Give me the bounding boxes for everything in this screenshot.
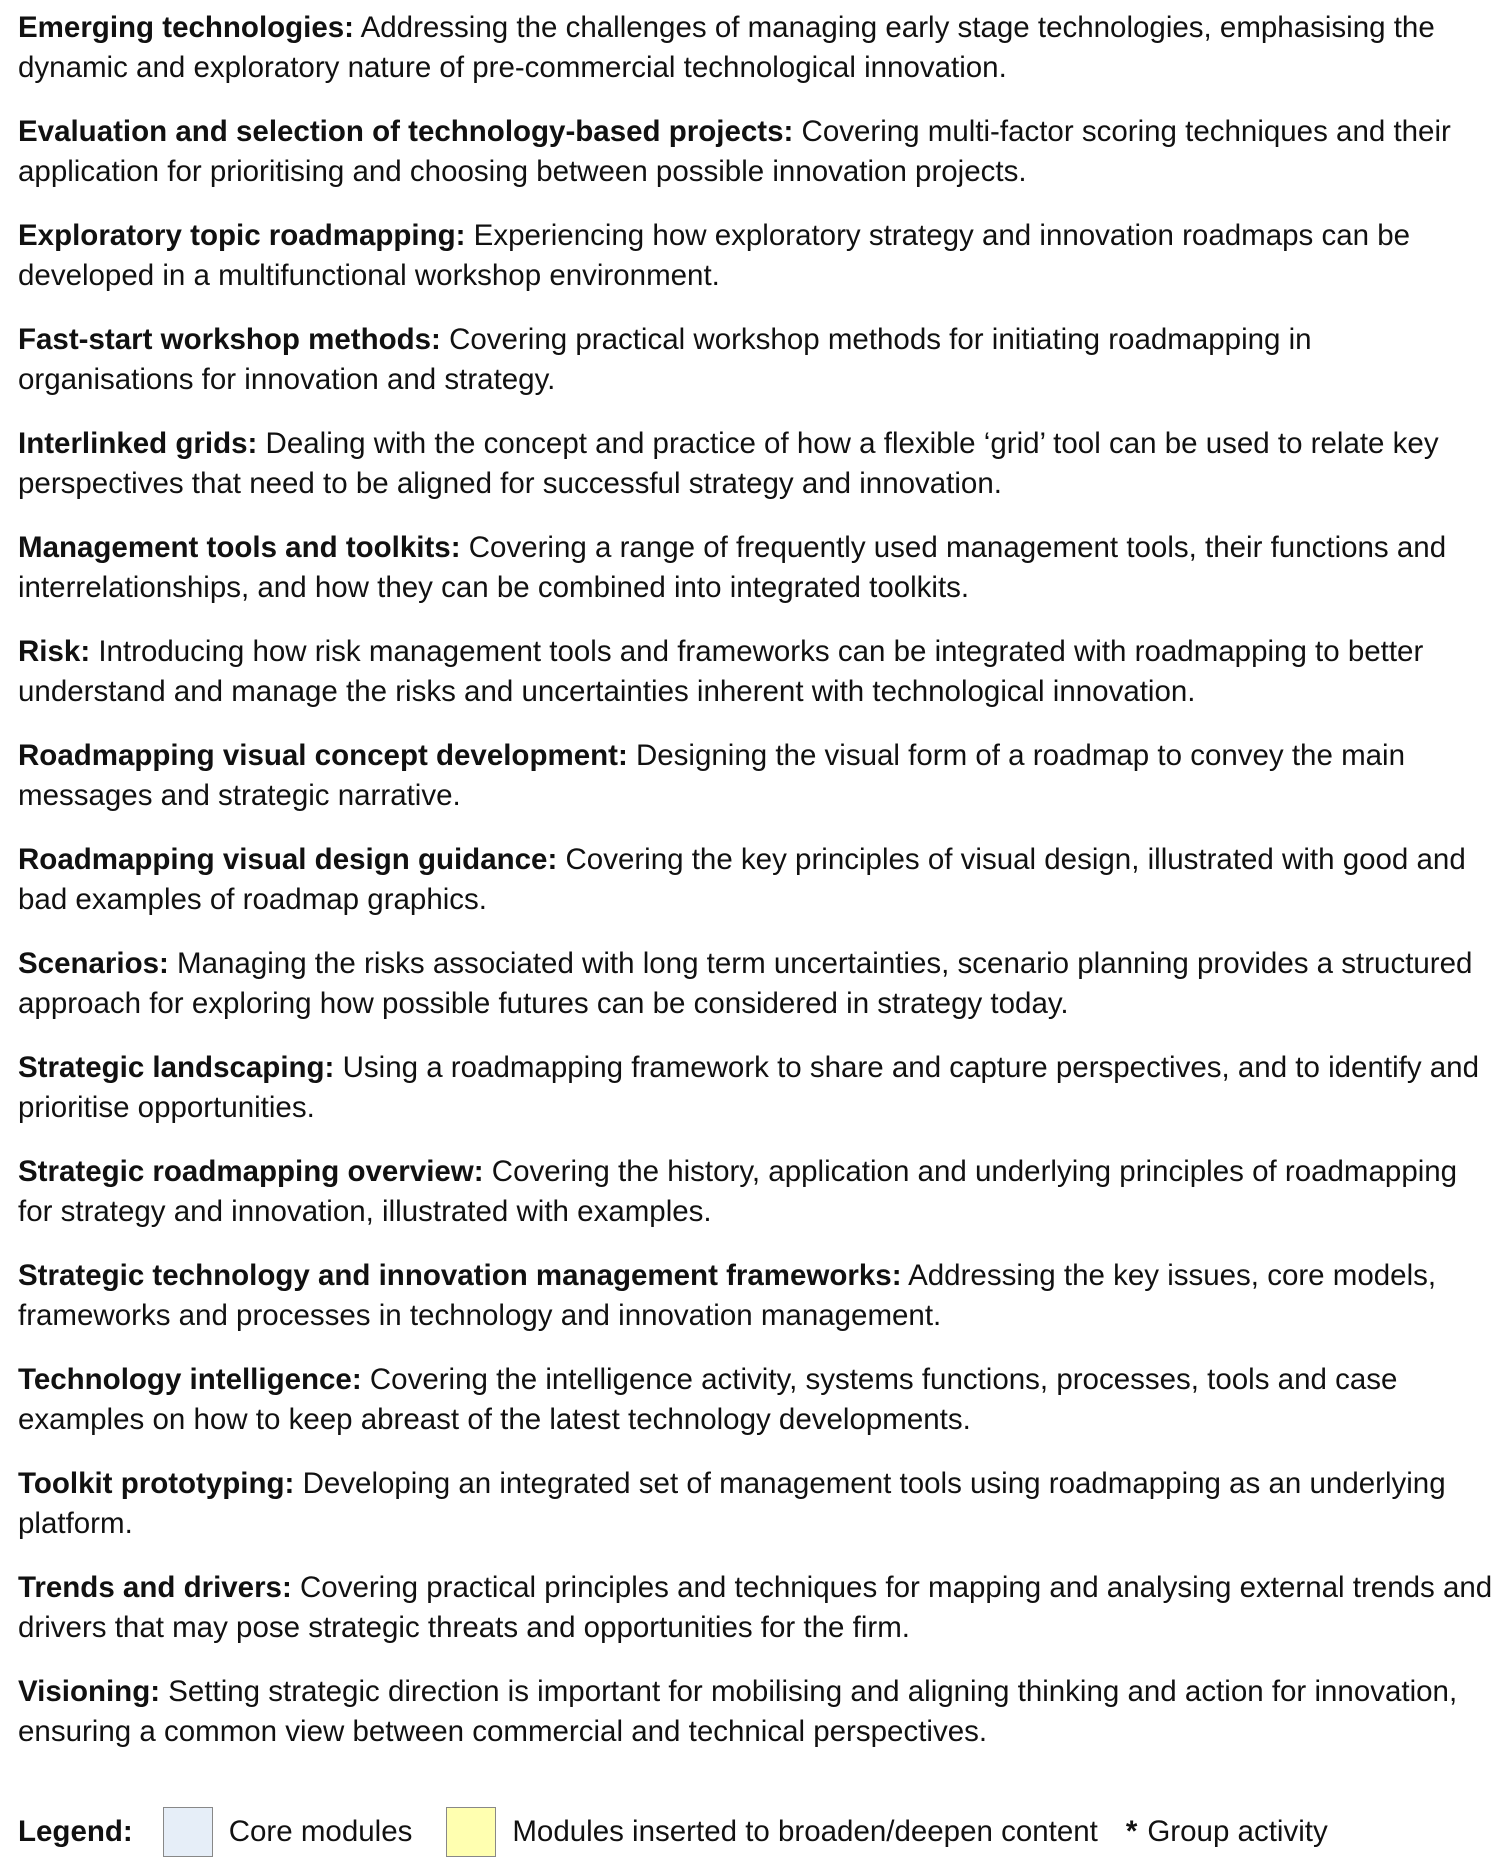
module-description: Addressing the challenges of managing early stage technologies, emphasising the dynamic and exploratory nature of pre-commercial technological innovation. [18,11,1435,84]
module-description: Managing the risks associated with long term uncertainties, scenario planning provides a structured approach for exploring how possible futures can be considered in strategy today. [18,947,1473,1020]
module-entry [18,528,1493,608]
module-list [18,8,1493,1776]
module-name: Evaluation and selection of technology-based projects: [18,115,794,148]
module-description: Covering practical workshop methods for initiating roadmapping in organisations for innovation and strategy. [18,323,1312,396]
inserted-modules-label: Modules inserted to broaden/deepen content [512,1815,1098,1848]
module-entry [18,1672,1493,1752]
module-description: Experiencing how exploratory strategy and innovation roadmaps can be developed in a multifunctional workshop environment. [18,219,1411,292]
module-name: Technology intelligence: [18,1363,362,1396]
module-name: Toolkit prototyping: [18,1467,295,1500]
module-entry [18,1568,1493,1648]
module-description: Covering practical principles and techniques for mapping and analysing external trends and drivers that may pose strategic threats and opportunities for the firm. [18,1571,1493,1644]
module-name: Emerging technologies: [18,11,355,44]
module-name: Roadmapping visual design guidance: [18,843,558,876]
module-entry [18,1152,1493,1232]
legend [18,1805,1328,1859]
module-entry [18,1048,1493,1128]
module-name: Exploratory topic roadmapping: [18,219,466,252]
module-name: Management tools and toolkits: [18,531,461,564]
module-name: Scenarios: [18,947,169,980]
legend-label: Legend: [18,1815,133,1848]
module-entry [18,736,1493,816]
module-name: Risk: [18,635,91,668]
module-name: Visioning: [18,1675,161,1708]
module-description: Covering a range of frequently used management tools, their functions and interrelationships, and how they can be combined into integrated toolkits. [18,531,1447,604]
group-activity-label: Group activity [1147,1815,1328,1848]
module-entry [18,8,1493,88]
module-description: Covering the key principles of visual design, illustrated with good and bad examples of roadmap graphics. [18,843,1466,916]
module-entry [18,632,1493,712]
inserted-modules-swatch [446,1807,496,1857]
module-description: Dealing with the concept and practice of how a flexible ‘grid’ tool can be used to relate key perspectives that need to be aligned for successful strategy and innovation. [18,427,1439,500]
module-description: Covering the intelligence activity, systems functions, processes, tools and case examples on how to keep abreast of the latest technology developments. [18,1363,1398,1436]
module-entry [18,840,1493,920]
module-description: Covering multi-factor scoring techniques and their application for prioritising and choosing between possible innovation projects. [18,115,1451,188]
core-modules-swatch [163,1807,213,1857]
module-name: Fast-start workshop methods: [18,323,441,356]
module-name: Interlinked grids: [18,427,258,460]
module-description: Addressing the key issues, core models, frameworks and processes in technology and innovation management. [18,1259,1437,1332]
module-description: Developing an integrated set of management tools using roadmapping as an underlying platform. [18,1467,1446,1540]
module-description: Setting strategic direction is important for mobilising and aligning thinking and action for innovation, ensuring a common view between commercial and technical perspectives. [18,1675,1458,1748]
module-entry [18,1464,1493,1544]
module-description: Using a roadmapping framework to share and capture perspectives, and to identify and prioritise opportunities. [18,1051,1479,1124]
module-name: Trends and drivers: [18,1571,292,1604]
module-entry [18,112,1493,192]
module-entry [18,944,1493,1024]
module-entry [18,1256,1493,1336]
module-name: Strategic technology and innovation management frameworks: [18,1259,902,1292]
module-name: Roadmapping visual concept development: [18,739,628,772]
module-description: Covering the history, application and underlying principles of roadmapping for strategy and innovation, illustrated with examples. [18,1155,1458,1228]
module-description: Introducing how risk management tools and frameworks can be integrated with roadmapping to better understand and manage the risks and uncertainties inherent with technological innovation. [18,635,1424,708]
module-entry [18,1360,1493,1440]
module-name: Strategic landscaping: [18,1051,335,1084]
module-entry [18,320,1493,400]
group-activity-asterisk: * [1125,1815,1138,1848]
core-modules-label: Core modules [228,1815,413,1848]
module-entry [18,424,1493,504]
module-entry [18,216,1493,296]
module-description: Designing the visual form of a roadmap to convey the main messages and strategic narrative. [18,739,1406,812]
module-name: Strategic roadmapping overview: [18,1155,484,1188]
